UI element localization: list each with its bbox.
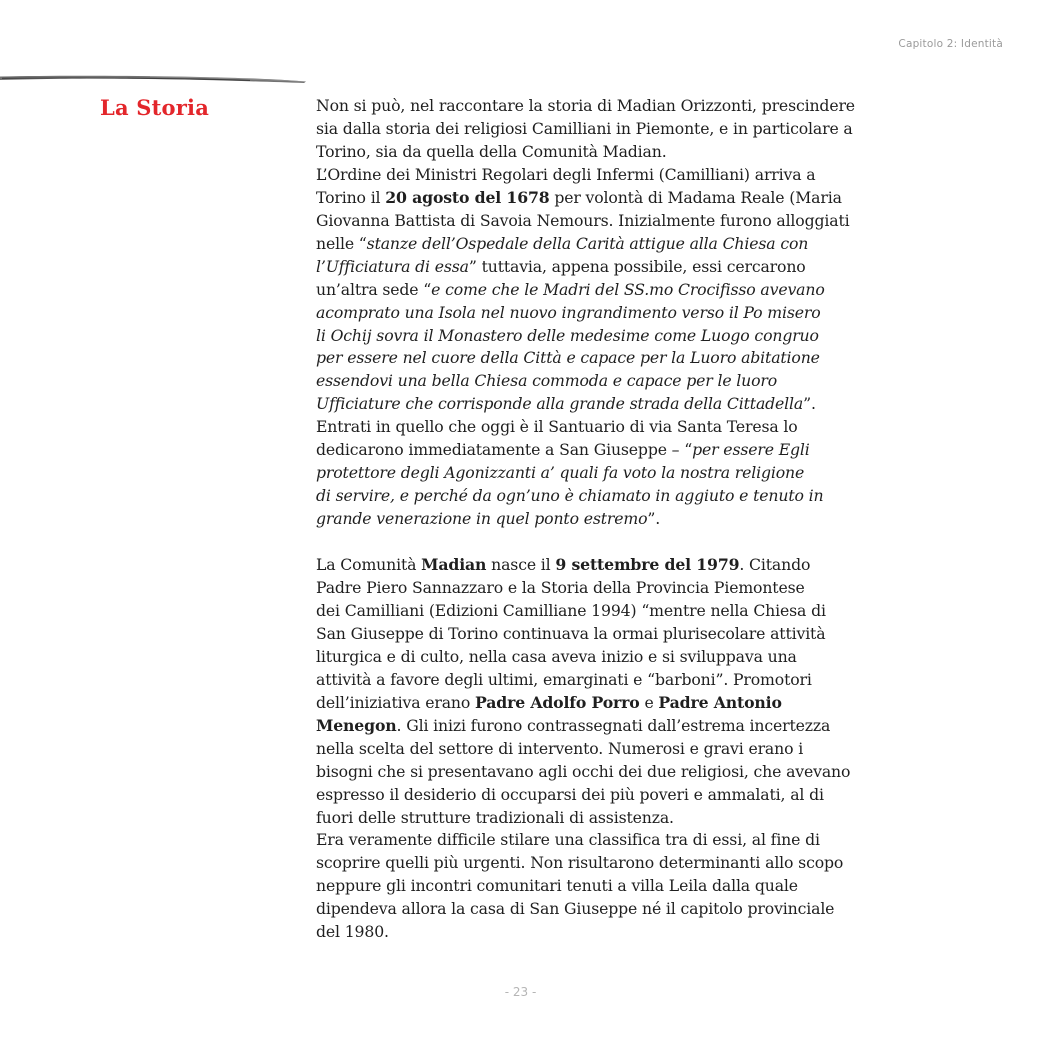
page-number: - 23 - bbox=[504, 985, 537, 999]
text-run: San Giuseppe di Torino continuava la ormai plurisecolare attività bbox=[316, 623, 826, 643]
italic-text: per essere Egli bbox=[692, 440, 810, 460]
italic-text: grande venerazione in quel ponto estremo bbox=[316, 509, 648, 529]
text-line bbox=[316, 210, 966, 233]
brush-stroke-divider bbox=[0, 72, 308, 86]
text-line bbox=[316, 279, 966, 302]
text-line bbox=[316, 692, 966, 715]
text-line bbox=[316, 738, 966, 761]
text-run: espresso il desiderio di occuparsi dei più poveri e ammalati, al di bbox=[316, 784, 824, 804]
text-line bbox=[316, 921, 966, 944]
text-line bbox=[316, 784, 966, 807]
italic-text: di servire, e perché da ogn’uno è chiamato in aggiuto e tenuto in bbox=[316, 486, 824, 506]
text-run: liturgica e di culto, nella casa aveva inizio e si sviluppava una bbox=[316, 646, 797, 666]
italic-text: li Ochij sovra il Monastero delle medesime come Luogo congruo bbox=[316, 325, 819, 345]
text-run: ”. bbox=[803, 394, 816, 414]
text-run: sia dalla storia dei religiosi Camilliani in Piemonte, e in particolare a bbox=[316, 118, 853, 138]
italic-text: l’Ufficiatura di essa bbox=[316, 256, 469, 276]
running-header: Capitolo 2: Identità bbox=[898, 38, 1003, 50]
text-run: nelle “ bbox=[316, 233, 367, 253]
text-run: Non si può, nel raccontare la storia di Madian Orizzonti, prescindere bbox=[316, 96, 855, 115]
text-line bbox=[316, 233, 966, 256]
text-line bbox=[316, 302, 966, 325]
text-line bbox=[316, 508, 966, 531]
bold-text: Menegon bbox=[316, 715, 397, 735]
text-run: La Comunità bbox=[316, 555, 422, 575]
text-line bbox=[316, 761, 966, 784]
text-run: un’altra sede “ bbox=[316, 279, 432, 299]
text-run: dipendeva allora la casa di San Giuseppe né il capitolo provinciale bbox=[316, 899, 835, 919]
text-line bbox=[316, 439, 966, 462]
section-title: La Storia bbox=[100, 95, 210, 120]
text-run: Torino il bbox=[316, 187, 386, 207]
bold-text: Madian bbox=[421, 555, 487, 575]
text-run: Torino, sia da quella della Comunità Madian. bbox=[316, 141, 667, 161]
text-run: e bbox=[639, 692, 659, 712]
text-line bbox=[316, 164, 966, 187]
text-line bbox=[316, 875, 966, 898]
text-run: L’Ordine dei Ministri Regolari degli Infermi (Camilliani) arriva a bbox=[316, 164, 816, 184]
italic-text: stanze dell’Ospedale della Carità attigue alla Chiesa con bbox=[366, 233, 809, 253]
text-run: ”. bbox=[647, 509, 661, 529]
text-run: ” tuttavia, appena possibile, essi cercarono bbox=[468, 256, 806, 276]
text-line bbox=[316, 256, 966, 279]
text-run: Giovanna Battista di Savoia Nemours. Inizialmente furono alloggiati bbox=[316, 210, 850, 230]
text-line bbox=[316, 393, 966, 416]
text-run: scoprire quelli più urgenti. Non risultarono determinanti allo scopo bbox=[316, 853, 844, 873]
text-line bbox=[316, 829, 966, 852]
text-line bbox=[316, 95, 966, 118]
text-line bbox=[316, 370, 966, 393]
bold-text: Padre Adolfo Porro bbox=[475, 692, 640, 712]
text-line bbox=[316, 187, 966, 210]
text-run: dei Camilliani (Edizioni Camilliane 1994) “mentre nella Chiesa di bbox=[316, 600, 826, 620]
text-line bbox=[316, 325, 966, 348]
text-line bbox=[316, 898, 966, 921]
text-run: dedicarono immediatamente a San Giuseppe – “ bbox=[316, 440, 693, 460]
text-line bbox=[316, 554, 966, 577]
italic-text: Ufficiature che corrisponde alla grande strada della Cittadella bbox=[316, 394, 804, 414]
text-line bbox=[316, 462, 966, 485]
text-line bbox=[316, 118, 966, 141]
text-run: per volontà di Madama Reale (Maria bbox=[549, 187, 842, 207]
text-run: . Gli inizi furono contrassegnati dall’estrema incertezza bbox=[396, 715, 831, 735]
italic-text: acomprato una Isola nel nuovo ingrandimento verso il Po misero bbox=[316, 302, 821, 322]
body-text bbox=[316, 95, 966, 944]
text-line bbox=[316, 141, 966, 164]
text-line bbox=[316, 600, 966, 623]
text-line bbox=[316, 623, 966, 646]
bold-text: 20 agosto del 1678 bbox=[385, 187, 550, 207]
text-run: fuori delle strutture tradizionali di assistenza. bbox=[316, 807, 674, 827]
text-line bbox=[316, 646, 966, 669]
text-line bbox=[316, 347, 966, 370]
paragraph-spacer bbox=[316, 531, 966, 554]
text-run: attività a favore degli ultimi, emarginati e “barboni”. Promotori bbox=[316, 669, 812, 689]
text-run: del 1980. bbox=[316, 922, 389, 942]
text-line bbox=[316, 669, 966, 692]
bold-text: 9 settembre del 1979 bbox=[555, 555, 740, 575]
text-line bbox=[316, 807, 966, 830]
italic-text: essendovi una bella Chiesa commoda e capace per le luoro bbox=[316, 371, 778, 391]
text-run: . Citando bbox=[739, 555, 811, 575]
text-run: neppure gli incontri comunitari tenuti a villa Leila dalla quale bbox=[316, 876, 798, 896]
text-run: Entrati in quello che oggi è il Santuario di via Santa Teresa lo bbox=[316, 417, 798, 437]
text-line bbox=[316, 852, 966, 875]
text-line bbox=[316, 416, 966, 439]
text-run: nasce il bbox=[486, 555, 556, 575]
text-run: bisogni che si presentavano agli occhi dei due religiosi, che avevano bbox=[316, 761, 851, 781]
italic-text: per essere nel cuore della Città e capace per la Luoro abitatione bbox=[316, 348, 820, 368]
text-line bbox=[316, 577, 966, 600]
text-run: Era veramente difficile stilare una classifica tra di essi, al fine di bbox=[316, 830, 820, 850]
bold-text: Padre Antonio bbox=[658, 692, 782, 712]
text-line bbox=[316, 715, 966, 738]
text-line bbox=[316, 485, 966, 508]
italic-text: e come che le Madri del SS.mo Crocifisso avevano bbox=[431, 279, 825, 299]
italic-text: protettore degli Agonizzanti a’ quali fa voto la nostra religione bbox=[316, 463, 805, 483]
text-run: nella scelta del settore di intervento. Numerosi e gravi erano i bbox=[316, 738, 804, 758]
text-run: dell’iniziativa erano bbox=[316, 692, 476, 712]
text-run: Padre Piero Sannazzaro e la Storia della Provincia Piemontese bbox=[316, 578, 805, 597]
